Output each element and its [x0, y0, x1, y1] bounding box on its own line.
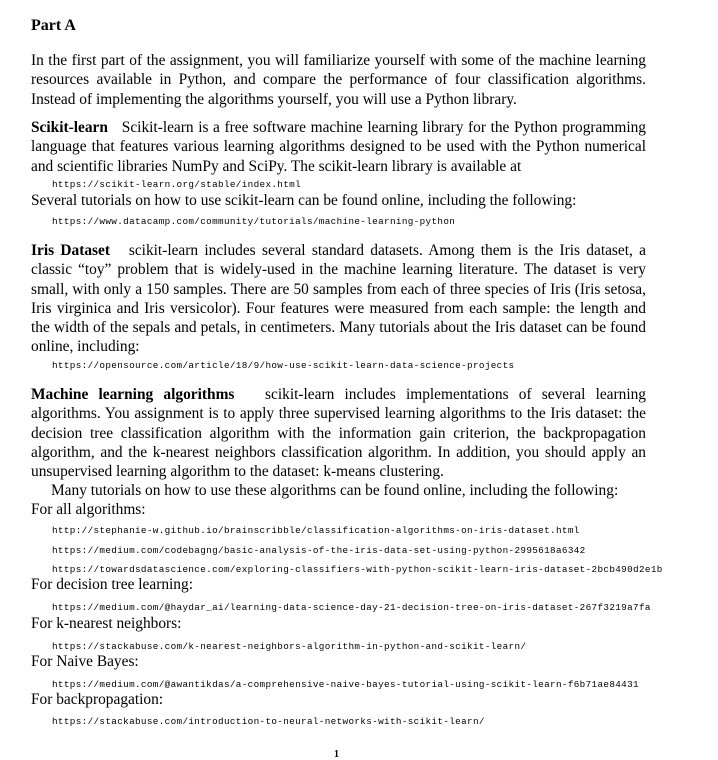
naive-bayes-label: For Naive Bayes:	[31, 653, 139, 670]
knn-url[interactable]: https://stackabuse.com/k-nearest-neighbors-algorithm-in-python-and-scikit-learn/	[52, 641, 527, 652]
iris-body: scikit-learn includes several standard datasets. Among them is the Iris dataset, a classic “toy” problem that is widely-used in the machine learning literature. The dataset is very small, with only a 150 samples. There are 50 samples from each of three species of Iris (Iris setosa, Iris virginica and Iris versicolor). Four features were measured from each sample: the length and the width of the sepals and petals, in centimeters. Many tutorials about the Iris dataset can be found online, including:	[31, 242, 647, 356]
section-heading: Part A	[31, 17, 76, 34]
scikit-title: Scikit-learn	[31, 119, 108, 136]
ml-body: scikit-learn includes implementations of several learning algorithms. You assignment is to apply three supervised learning algorithms to the Iris dataset: the decision tree classification algorithm with the information gain criterion, the backpropagation algorithm, and the k-nearest neighbors classification algorithm. In addition, you should apply an unsupervised learning algorithm to the dataset: k-means clustering.	[31, 386, 647, 481]
ml-title: Machine learning algorithms	[31, 386, 235, 403]
iris-title: Iris Dataset	[31, 242, 110, 259]
ml-tutorials-text: Many tutorials on how to use these algorithms can be found online, including the following:	[51, 482, 619, 499]
scikit-paragraph	[31, 118, 646, 176]
decision-tree-url[interactable]: https://medium.com/@haydar_ai/learning-data-science-day-21-decision-tree-on-iris-dataset-267f3219a7fa	[52, 602, 651, 613]
all-url-2[interactable]: https://medium.com/codebagng/basic-analysis-of-the-iris-data-set-using-python-2995618a6342	[52, 545, 586, 556]
iris-url[interactable]: https://opensource.com/article/18/9/how-use-scikit-learn-data-science-projects	[52, 360, 515, 371]
knn-label: For k-nearest neighbors:	[31, 615, 182, 632]
iris-paragraph	[31, 241, 646, 357]
all-url-3[interactable]: https://towardsdatascience.com/exploring-classifiers-with-python-scikit-learn-iris-dataset-2bcb490d2e1b	[52, 564, 663, 575]
page-number: 1	[334, 749, 339, 760]
scikit-body: Scikit-learn is a free software machine learning library for the Python programming language that features various learning algorithms designed to be used with the Python numerical and scientific libraries NumPy and SciPy. The scikit-learn library is available at	[31, 119, 646, 175]
scikit-url[interactable]: https://scikit-learn.org/stable/index.html	[52, 179, 302, 190]
backpropagation-label: For backpropagation:	[31, 691, 164, 708]
naive-bayes-url[interactable]: https://medium.com/@awantikdas/a-comprehensive-naive-bayes-tutorial-using-scikit-learn-f6b71ae84431	[52, 679, 639, 690]
scikit-tutorials-text: Several tutorials on how to use scikit-learn can be found online, including the following:	[31, 192, 577, 209]
decision-tree-label: For decision tree learning:	[31, 576, 193, 593]
ml-paragraph	[31, 385, 646, 481]
backpropagation-url[interactable]: https://stackabuse.com/introduction-to-neural-networks-with-scikit-learn/	[52, 716, 485, 727]
all-algorithms-label: For all algorithms:	[31, 501, 146, 518]
scikit-tutorial-url[interactable]: https://www.datacamp.com/community/tutorials/machine-learning-python	[52, 216, 456, 227]
all-url-1[interactable]: http://stephanie-w.github.io/brainscribble/classification-algorithms-on-iris-dataset.html	[52, 525, 580, 536]
intro-paragraph: In the first part of the assignment, you will familiarize yourself with some of the machine learning resources available in Python, and compare the performance of four classification algorithms. Instead of implementing the algorithms yourself, you will use a Python library.	[31, 52, 646, 108]
